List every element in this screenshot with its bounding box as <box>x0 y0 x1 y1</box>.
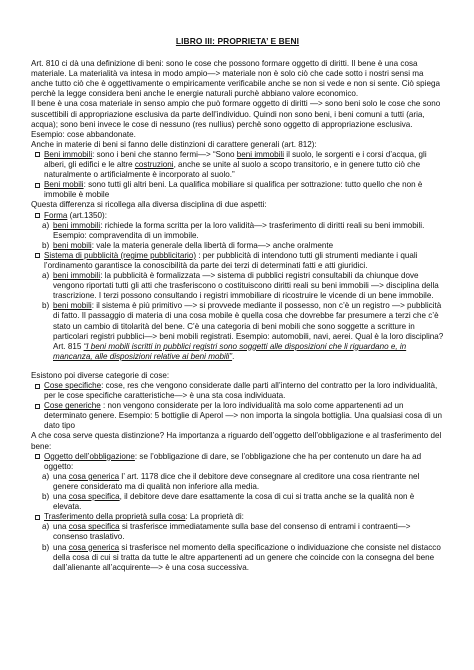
art-815-quote: “I beni mobili iscritti in pubblici registri sono soggetti alle disposizioni che li riguardano e, in mancanza, alle disposizioni relative ai beni mobili” <box>53 341 407 361</box>
distinzione-paragraph: A che cosa serve questa distinzione? Ha importanza a riguardo dell’oggetto dell’obbligazione e al trasferimento del bene: <box>31 431 442 451</box>
checkbox-bullet-icon <box>35 404 40 409</box>
bullet-beni-immobili <box>31 150 444 180</box>
oggetto-text: : se l’obbligazione di dare, se l’obbligazione che ha per contenuto un dare ha ad oggetto: <box>44 451 422 471</box>
pubblicita-b-end: . <box>232 351 235 361</box>
oggetto-item-b <box>31 492 444 512</box>
oggetto-item-a <box>31 472 444 492</box>
trasferimento-b-underlined: cosa generica <box>68 542 120 552</box>
list-marker: a) <box>42 522 50 532</box>
checkbox-bullet-icon <box>35 515 40 520</box>
cose-generiche-label: Cose generiche <box>44 401 101 411</box>
oggetto-b-pre: una <box>53 492 69 502</box>
page-title: LIBRO III: PROPRIETA’ E BENI <box>175 36 300 46</box>
forma-a-text: : richiede la forma scritta per la loro validità—> trasferimento di diritti reali su beni immobili. Esempio: compravendita di un immobile. <box>53 220 425 240</box>
forma-b-text: : vale la materia generale della libertà di forma—> anche oralmente <box>91 240 334 250</box>
bullet-oggetto-obbligazione <box>31 452 444 472</box>
pubblicita-item-a <box>31 271 444 301</box>
list-marker: a) <box>42 271 50 281</box>
forma-item-a <box>31 221 444 241</box>
oggetto-a-pre: una <box>53 471 69 481</box>
trasferimento-item-a <box>31 522 444 542</box>
list-marker: a) <box>42 220 50 230</box>
categorie-intro: Esistono poi diverse categorie di cose: <box>31 370 170 380</box>
costruzioni-underlined: costruzioni <box>134 160 174 170</box>
checkbox-bullet-icon <box>35 253 40 258</box>
bullet-beni-mobili <box>31 180 444 200</box>
trasferimento-a-pre: una <box>53 522 69 532</box>
forma-ref: (art.1350): <box>67 210 107 220</box>
list-marker: b) <box>42 240 50 250</box>
list-marker: b) <box>42 492 50 502</box>
checkbox-bullet-icon <box>35 152 40 157</box>
checkbox-bullet-icon <box>35 384 40 389</box>
oggetto-b-underlined: cosa specifica <box>68 492 120 502</box>
intro-paragraph-2: Il bene è una cosa materiale in senso ampio che può formare oggetto di diritti —> sono beni solo le cose che sono suscettibili di appropriazione esclusiva da parte dell’individuo. Quindi non sono beni, i beni comuni a tutti (aria, acqua); sono beni invece le cose di nessuno (res nullius) perchè sono oggetto di appropriazione esclusiva. Esempio: cose abbandonate. <box>31 99 441 139</box>
bullet-pubblicita <box>31 251 444 271</box>
list-marker: a) <box>42 471 50 481</box>
trasferimento-item-b <box>31 543 444 573</box>
trasferimento-label: Trasferimento della proprietà sulla cosa <box>44 512 186 522</box>
beni-immobili-text-mid: il suolo, le sorgenti e i corsi d’acqua, gli alberi, gli edifici e le altre <box>44 149 427 170</box>
forma-label: Forma <box>44 210 68 220</box>
trasferimento-a-text: si trasferisce immediatamente sulla base del consenso di entrami i contraenti—> consenso traslativo. <box>53 522 411 542</box>
beni-mobili-label: Beni mobili <box>44 180 84 190</box>
forma-item-b <box>31 241 444 251</box>
pubblicita-label: Sistema di pubblicità (regime pubblicitario) <box>44 250 197 260</box>
differenza-paragraph: Questa differenza si ricollega alla diversa disciplina di due aspetti: <box>31 200 267 210</box>
oggetto-a-underlined: cosa generica <box>68 471 120 481</box>
beni-immobili-label: Beni immobili <box>44 149 93 159</box>
list-marker: b) <box>42 542 50 552</box>
checkbox-bullet-icon <box>35 213 40 218</box>
forma-a-underlined: beni immobili <box>53 220 101 230</box>
trasferimento-b-text: si trasferisce nel momento della specificazione o individuazione che consiste nel distacco della cosa di cui si tratta da tutte le altre appartenenti ad un genere che coincide con la consegna del bene dall’alienante all’acquirente—> è una cosa successiva. <box>53 542 441 572</box>
pubblicita-a-text: : la pubblicità è formalizzata —> sistema di pubblici registri consultabili da chiunque dove vengono riportati tutti gli atti che trasferiscono o costituiscono diritti reali su beni immobili —> disciplina della trascrizione. I terzi possono consultando i registri immobiliare di ricostruire le vicende di un bene immobile. <box>53 271 439 301</box>
beni-mobili-text: : sono tutti gli altri beni. La qualifica mobiliare si qualifica per sottrazione: tutto quello che non è immobile è mobile <box>44 180 423 200</box>
pubblicita-a-underlined: beni immobili <box>53 271 101 281</box>
bullet-forma <box>31 211 444 221</box>
pubblicita-b-underlined: beni mobili <box>53 301 92 311</box>
oggetto-label: Oggetto dell’obbligazione <box>44 451 135 461</box>
intro-paragraph-3: Anche in materie di beni si fanno delle distinzioni di carattere generali (art. 812): <box>31 139 317 149</box>
pubblicita-text: : per pubblicità di intendono tutti gli strumenti mediante i quali l’ordinamento garantisce la conoscibilità da parte dei terzi di determinati fatti e atti giuridici. <box>44 250 418 270</box>
bullet-cose-generiche <box>31 401 444 431</box>
trasferimento-a-underlined: cosa specifica <box>68 522 120 532</box>
oggetto-b-text: , il debitore deve dare esattamente la cosa di cui si tratta anche se la qualità non è elevata. <box>53 492 415 512</box>
intro-paragraph-1: Art. 810 ci dà una definizione di beni: sono le cose che possono formare oggetto di diritti. Il bene è una cosa materiale. La materialità va intesa in modo ampio—> materiale non è solo ciò che cade sotto i nostri sensi ma anche tutto ciò che è oggettivamente o empiricamente verificabile anche se non si vede e non si sente. Ciò spiega perchè la legge considera beni anche le energie naturali purchè abbiano valore economico. <box>31 59 440 99</box>
pubblicita-item-b <box>31 301 444 362</box>
bullet-cose-specifiche <box>31 381 444 401</box>
beni-immobili-underlined: beni immobili <box>236 149 285 159</box>
checkbox-bullet-icon <box>35 183 40 188</box>
pubblicita-b-text: : il sistema è più primitivo —> si provvede mediante il possesso, non c’è un registro —> pubblicità di fatto. Il passaggio di materia di una cosa mobile è quella cosa che dovrebbe far presumere a terzi che c’è stato un cambio di titolarità del bene. C’è una categoria di beni mobili che sono soggette a scritture in particolari registri pubblici—> beni mobili registrati. Esempio: automobili, navi, aerei. Qual è la loro disciplina? Art. 815 <box>53 301 444 351</box>
bullet-trasferimento <box>31 512 444 522</box>
trasferimento-b-pre: una <box>53 542 69 552</box>
beni-immobili-text-end: , anche se unite al suolo a scopo transitorio, e in genere tutto ciò che naturalmente o artificialmente è incorporato al suolo.” <box>44 160 421 180</box>
trasferimento-text: : La proprietà di: <box>185 512 244 522</box>
beni-immobili-text: : sono i beni che stanno fermi—> “Sono <box>92 149 237 159</box>
cose-generiche-text: : non vengono considerate per la loro individualità ma solo come appartenenti ad un determinato genere. Esempio: 5 bottiglie di Aperol —> non importa la singola bottiglia. Una qualsiasi cosa di un dato tipo <box>44 401 442 431</box>
checkbox-bullet-icon <box>35 454 40 459</box>
cose-specifiche-text: : cose, res che vengono considerate dalle parti all’interno del contratto per la loro individualità, per le cose specifiche caratteristiche—> è una sta cosa individuata. <box>44 381 438 401</box>
forma-b-underlined: beni mobili <box>53 240 92 250</box>
cose-specifiche-label: Cose specifiche <box>44 381 102 390</box>
list-marker: b) <box>42 301 50 311</box>
oggetto-a-text: l’ art. 1178 dice che il debitore deve consegnare al creditore una cosa rientrante nel genere considerato ma di qualità non inferiore alla media. <box>53 471 420 491</box>
